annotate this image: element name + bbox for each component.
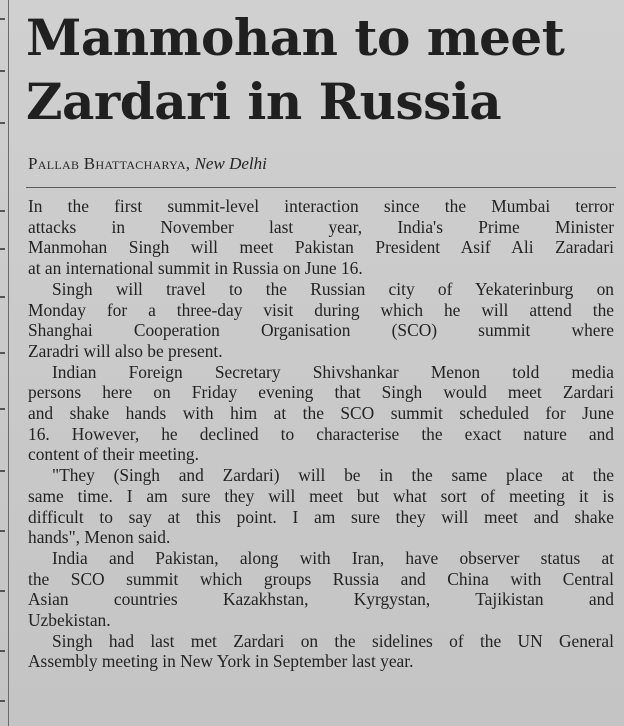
headline-line-1: Manmohan to meet [26,8,565,67]
headline [26,6,616,134]
article-line: and shake hands with him at the SCO summit scheduled for June [28,403,614,424]
article-paragraph-3 [28,362,614,466]
byline-dateline: New Delhi [194,154,267,173]
byline [28,154,267,174]
article-line: same time. I am sure they will meet but what sort of meeting it is [28,485,614,506]
article-line: Asian countries Kazakhstan, Kyrgystan, Tajikistan and [28,589,614,610]
article-line: Zaradri will also be present. [28,340,223,361]
article-line: Shanghai Cooperation Organisation (SCO) summit where [28,320,614,341]
article-line: persons here on Friday evening that Singh would meet Zardari [28,382,614,403]
article-line: content of their meeting. [28,444,199,465]
article-paragraph-1 [28,196,614,279]
byline-rule [26,187,616,188]
article-line: hands", Menon said. [28,527,171,548]
article-line: India and Pakistan, along with Iran, have observer status at [52,547,614,568]
article-line: Singh will travel to the Russian city of Yekaterinburg on [52,278,614,299]
article-line: 16. However, he declined to characterise the exact nature and [28,423,614,444]
headline-line-2: Zardari in Russia [26,72,502,131]
article-paragraph-6 [28,631,614,672]
article-paragraph-2 [28,279,614,362]
article-line: difficult to say at this point. I am sure they will meet and shake [28,506,614,527]
article-line: In the first summit-level interaction since the Mumbai terror [28,196,614,216]
article-line: attacks in November last year, India's Prime Minister [28,216,614,237]
article-line: at an international summit in Russia on June 16. [28,258,363,279]
article-line: Assembly meeting in New York in September last year. [28,651,414,672]
article-line: Monday for a three-day visit during which he will attend the [28,299,614,320]
article-line: Uzbekistan. [28,610,111,631]
article-line: Manmohan Singh will meet Pakistan President Asif Ali Zaradari [28,237,614,258]
article-line: Singh had last met Zardari on the sidelines of the UN General [52,630,614,651]
article-line: "They (Singh and Zardari) will be in the same place at the [52,465,614,486]
article-body [28,196,614,672]
article-paragraph-4 [28,465,614,548]
adjacent-column-edge [0,0,6,726]
article-line: Indian Foreign Secretary Shivshankar Menon told media [52,361,614,382]
byline-author: Pallab Bhattacharya, [28,154,191,173]
column-divider [8,0,9,726]
article-line: the SCO summit which groups Russia and China with Central [28,568,614,589]
article-paragraph-5 [28,548,614,631]
